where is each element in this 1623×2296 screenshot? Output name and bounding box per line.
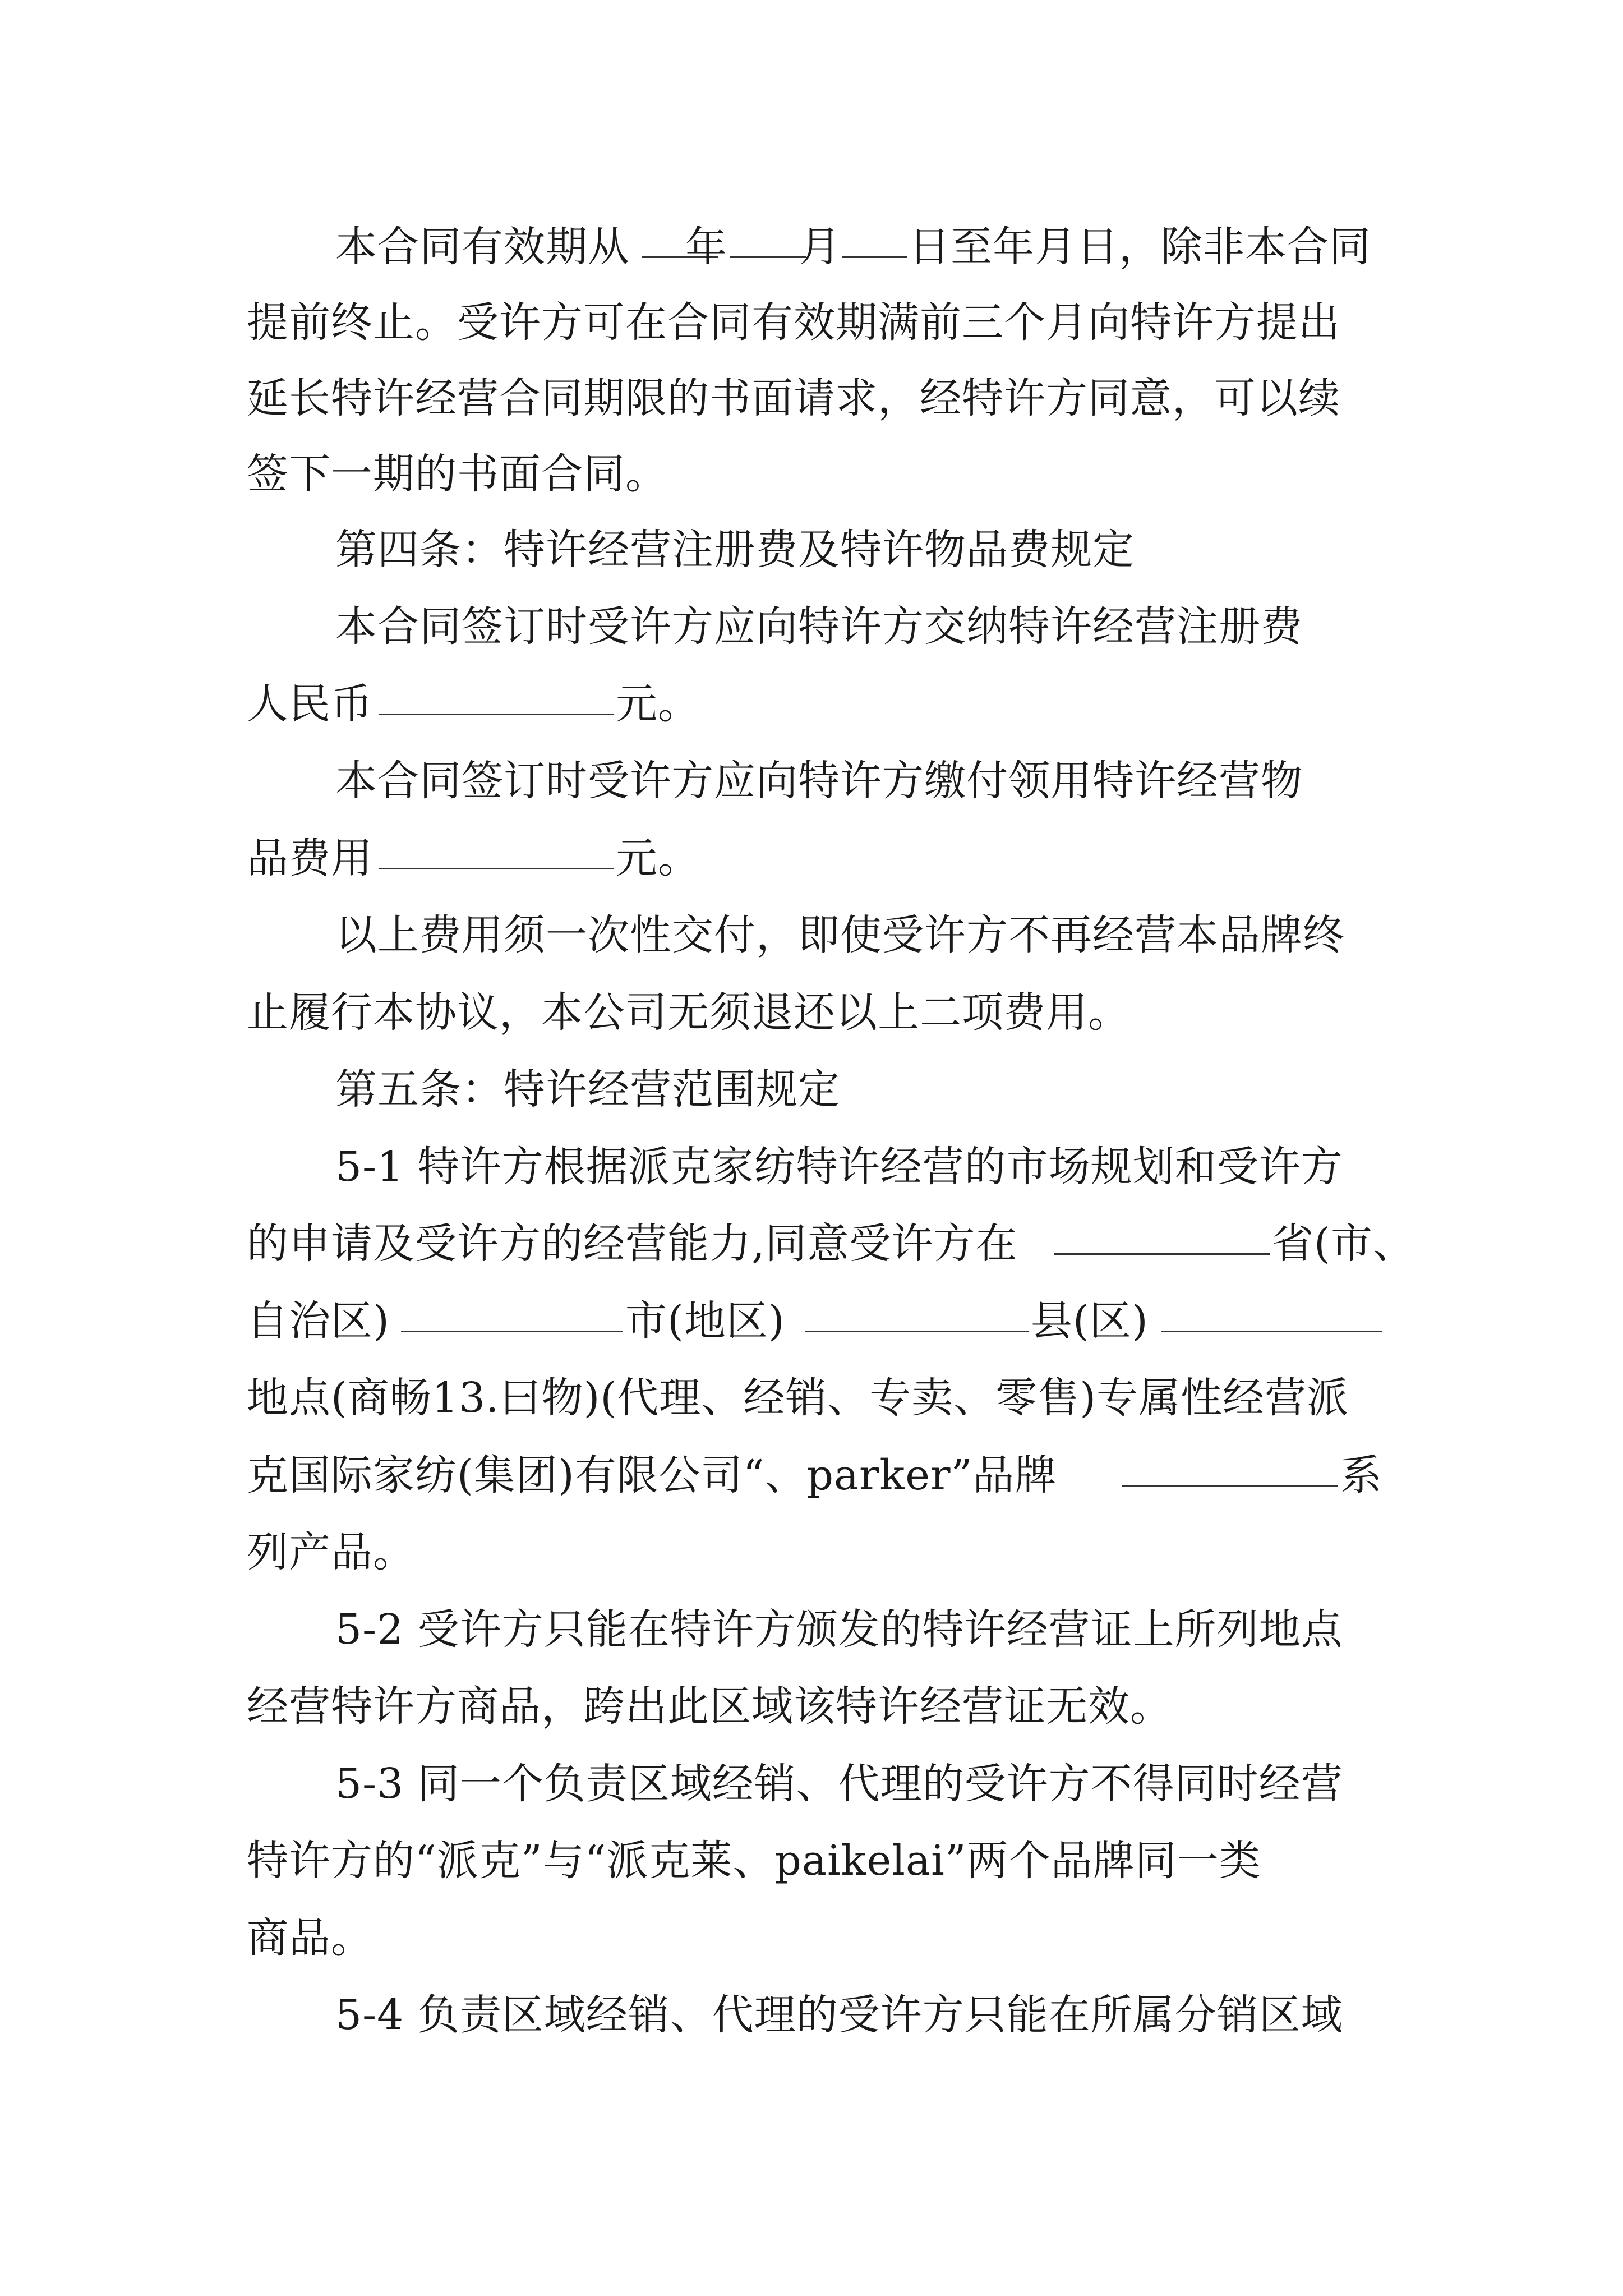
section-heading [0, 519, 1623, 581]
text-line [0, 1676, 1623, 1737]
blank-month-start [730, 216, 806, 258]
text-line [0, 673, 1623, 735]
text-segment: 5-3 同一个负责区域经销、代理的受许方不得同时经营 [335, 1760, 1343, 1808]
blank-day-start [842, 216, 907, 258]
text-line [0, 1521, 1623, 1583]
text-segment: 系 [1340, 1451, 1382, 1499]
blank-county [805, 1290, 1029, 1332]
text-segment: 省(市、 [1272, 1220, 1415, 1268]
text-line [0, 1290, 1623, 1352]
text-line [0, 443, 1623, 505]
text-segment: 日至年月日，除非本合同 [909, 223, 1371, 271]
text-segment: 列产品。 [247, 1528, 415, 1576]
text-segment: 本合同签订时受许方应向特许方交纳特许经营注册费 [335, 602, 1303, 651]
text-segment: 止履行本协议，本公司无须退还以上二项费用。 [247, 988, 1130, 1037]
text-segment: 经营特许方商品，跨出此区域该特许经营证无效。 [247, 1682, 1172, 1731]
text-segment: 自治区) [247, 1297, 390, 1345]
text-line [0, 292, 1623, 353]
text-segment: 以上费用须一次性交付，即使受许方不再经营本品牌终 [335, 911, 1345, 959]
text-segment: 元。 [616, 834, 700, 882]
text-line [0, 1213, 1623, 1274]
text-segment: 元。 [616, 680, 700, 728]
text-line [0, 1444, 1623, 1506]
text-line [0, 216, 1623, 278]
text-segment: 的申请及受许方的经营能力,同意受许方在 [247, 1220, 1018, 1268]
text-segment: 县(区) [1031, 1297, 1149, 1345]
text-segment: 5-2 受许方只能在特许方颁发的特许经营证上所列地点 [335, 1605, 1343, 1654]
text-segment: 延长特许经营合同期限的书面请求，经特许方同意，可以续 [247, 374, 1340, 422]
text-line [0, 596, 1623, 657]
text-line [0, 1830, 1623, 1892]
text-line [0, 1367, 1623, 1429]
text-segment: 5-1 特许方根据派克家纺特许经营的市场规划和受许方 [335, 1143, 1343, 1191]
text-line [0, 1599, 1623, 1660]
text-segment: 克国际家纺(集团)有限公司“、parker”品牌 [247, 1451, 1057, 1499]
text-segment: 地点(商畅13.曰物)(代理、经销、专卖、零售)专属性经营派 [247, 1374, 1349, 1422]
text-line [0, 1136, 1623, 1198]
text-line [0, 1753, 1623, 1815]
text-line [0, 750, 1623, 812]
text-segment: 月 [799, 223, 841, 271]
text-line [0, 367, 1623, 429]
text-segment: 第五条：特许经营范围规定 [335, 1065, 840, 1114]
text-segment: 特许方的“派克”与“派克莱、paikelai”两个品牌同一类 [247, 1837, 1261, 1885]
text-segment: 商品。 [247, 1914, 373, 1962]
blank-registration-fee [379, 673, 614, 715]
blank-product-series [1122, 1444, 1338, 1487]
blank-district [1161, 1290, 1382, 1332]
blank-city [401, 1290, 623, 1332]
text-line [0, 1984, 1623, 2046]
text-line [0, 827, 1623, 889]
blank-goods-fee [379, 827, 614, 869]
text-line [0, 904, 1623, 966]
text-segment: 提前终止。受许方可在合同有效期满前三个月向特许方提出 [247, 298, 1340, 347]
text-segment: 品费用 [247, 834, 373, 882]
text-segment: 人民币 [247, 680, 373, 728]
text-segment: 签下一期的书面合同。 [247, 450, 667, 498]
text-line [0, 982, 1623, 1043]
section-heading [0, 1059, 1623, 1120]
text-segment: 年 [685, 223, 727, 271]
text-segment: 本合同有效期从 [335, 223, 630, 271]
text-segment: 本合同签订时受许方应向特许方缴付领用特许经营物 [335, 757, 1303, 805]
text-segment: 5-4 负责区域经销、代理的受许方只能在所属分销区域 [335, 1991, 1343, 2039]
text-line [0, 1907, 1623, 1969]
text-segment: 第四条：特许经营注册费及特许物品费规定 [335, 526, 1135, 574]
text-segment: 市(地区) [625, 1297, 785, 1345]
blank-province [1054, 1213, 1270, 1255]
